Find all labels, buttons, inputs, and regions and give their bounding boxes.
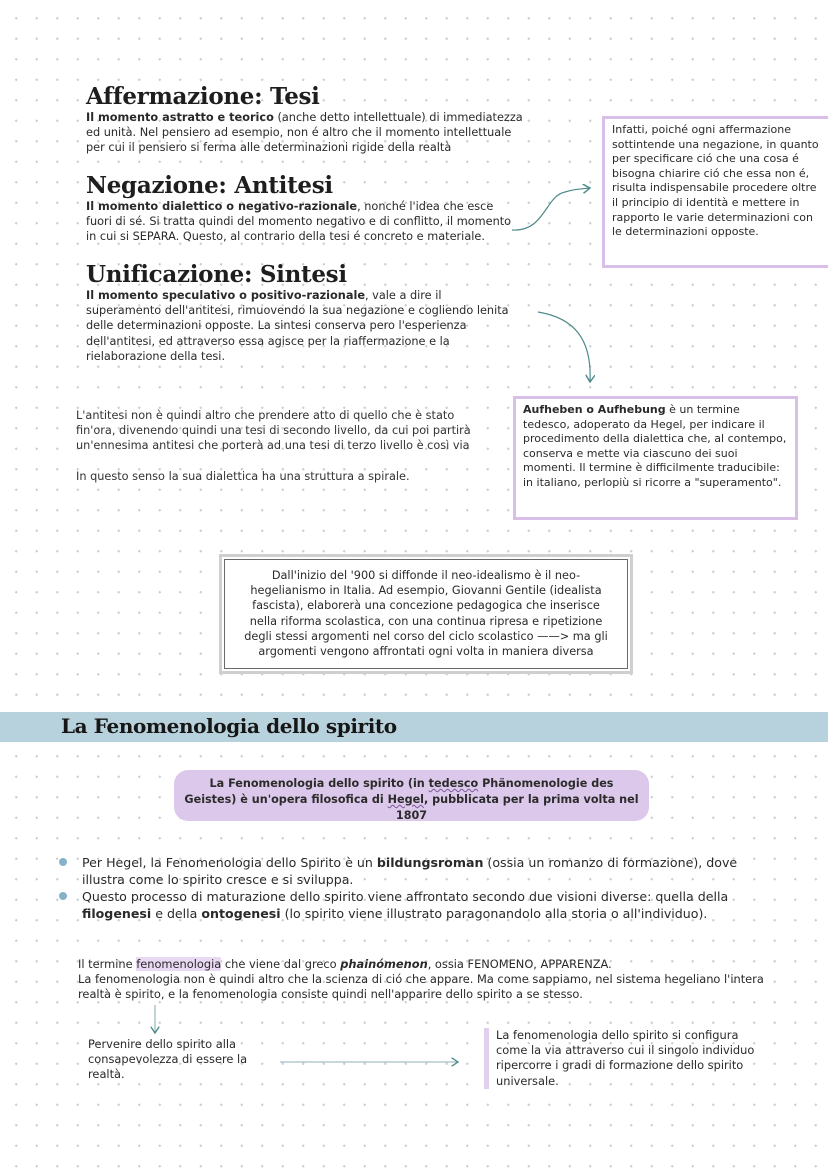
bullet-1-c: (ossia un romanzo di formazione), dove illustra come lo spirito cresce e si sviluppa. <box>82 855 738 887</box>
bullet-dot-icon <box>59 858 67 866</box>
antitesi-heading: Negazione: Antitesi <box>86 172 333 199</box>
spirale-section <box>76 408 486 484</box>
aufheben-box <box>513 396 798 520</box>
fenomenologia-definition <box>78 957 768 1003</box>
pervenire-text: Pervenire dello spirito alla consapevolezza di essere la realtà. <box>88 1037 248 1082</box>
pill-part3: , pubblicata per la prima volta nel 1807 <box>395 793 639 822</box>
antitesi-body: , nonché l'idea che esce fuori di sé. Si tratta quindi del momento negativo e di conflitto, il momento in cui si SEPARA. Questo, al contrario della tesi é concreto e materiale. <box>86 200 512 244</box>
sintesi-heading: Unificazione: Sintesi <box>86 261 347 288</box>
antitesi-bold: Il momento dialettico o negativo-razionale <box>86 200 358 213</box>
bullet-2-b: filogenesi <box>82 906 152 921</box>
neoidealismo-box <box>219 554 633 674</box>
bullet-2-c: e della <box>151 906 202 921</box>
configura-block <box>484 1028 766 1089</box>
intro-pill <box>174 770 649 821</box>
tesi-bold: Il momento astratto e teorico <box>86 111 274 124</box>
neoidealismo-text: Dall'inizio del '900 si diffonde il neo-idealismo è il neo-hegelianismo in Italia. Ad esempio, Giovanni Gentile (idealista fascista), elaborerà una concezione pedagogica che inserisce nella riforma scolastica, con una continua ripresa e ripetizione degli stessi argomenti nel corso del ciclo scolastico ——> ma gli argomenti vengono affrontati ogni volta in maniera diversa <box>224 559 628 669</box>
pill-part1: La Fenomenologia dello spirito (in <box>209 777 429 790</box>
sintesi-body: , vale a dire il superamento dell'antitesi, rimuovendo la sua negazione e cogliendo lenita delle determinazioni opposte. La sintesi conserva pero l'esperienza dell'antitesi, ed attraverso essa agisce per la riaffermazione e la rielaborazione della tesi. <box>86 289 509 363</box>
pervenire-block <box>88 1037 268 1083</box>
arrow-to-note <box>512 188 590 230</box>
fen-highlight: fenomenologia <box>136 957 222 971</box>
spirale-p2: In questo senso la sua dialettica ha una struttura a spirale. <box>76 469 410 483</box>
spirale-p1: L'antitesi non è quindi altro che prendere atto di quello che è stato fin'ora, divenendo quindi una tesi di secondo livello, da cui poi partirà un'ennesima antitesi che porterà ad una tesi di terzo livello è così via <box>76 409 471 453</box>
fen-c: , ossia FENOMENO, APPARENZA. <box>427 957 612 971</box>
bullet-dot-icon <box>59 892 67 900</box>
section-title: La Fenomenologia dello spirito <box>61 714 397 738</box>
bullet-1-b: bildungsroman <box>376 855 484 870</box>
bullet-2-d: ontogenesi <box>201 906 281 921</box>
fen-b: che viene dal greco <box>221 957 341 971</box>
sintesi-bold: Il momento speculativo o positivo-razionale <box>86 289 365 302</box>
bullet-2-a: Questo processo di maturazione dello spirito viene affrontato secondo due visioni diverse: quella della <box>82 889 729 904</box>
arrow-to-aufheben <box>538 312 590 382</box>
fenomenologia-line2: La fenomenologia non è quindi altro che la scienza di ció che appare. Ma come sappiamo, nel sistema hegeliano l'intera realtà è spirito, e la fenomenologia consiste quindi nell'apparire dello spirito a se stesso. <box>78 972 764 1002</box>
pill-part2: Phänomenologie des Geistes) è un'opera filosofica di <box>184 777 614 806</box>
aufheben-text: è un termine tedesco, adoperato da Hegel, per indicare il procedimento della dialettica che, al contempo, conserva e mette via ciascuno dei suoi momenti. Il termine è difficilmente traducibile: in italiano, perlopiù si ricorre a "superamento". <box>523 403 787 489</box>
pill-hegel: Hegel <box>387 793 425 806</box>
fen-greek: phainómenon <box>340 957 428 971</box>
note-affermazione-text: Infatti, poiché ogni affermazione sottintende una negazione, in quanto per specificare ció che una cosa é bisogna chiarire ció che essa non é, risulta indispensabile procedere oltre il principio di identità e mettere in rapporto le varie determinazioni con le determinazioni opposte. <box>612 123 819 239</box>
bullet-1-a: Per Hegel, la Fenomenologia dello Spirito è un <box>82 855 377 870</box>
aufheben-bold: Aufheben o Aufhebung <box>523 403 666 416</box>
bullet-item <box>56 888 746 922</box>
pill-tedesco: tedesco <box>428 777 479 790</box>
tesi-body: (anche detto intellettuale) di immediatezza ed unità. Nel pensiero ad esempio, non é altro che il momento intellettuale per cui il pensiero si ferma alle determinazioni rigide della realtà <box>86 111 523 155</box>
tesi-heading: Affermazione: Tesi <box>86 83 320 110</box>
configura-text: La fenomenologia dello spirito si configura come la via attraverso cui il singolo individuo ripercorre i gradi di formazione dello spirito universale. <box>496 1028 755 1088</box>
fen-a: Il termine <box>78 957 137 971</box>
bullet-2-e: (lo spirito viene illustrato paragonandolo alla storia o all'individuo). <box>280 906 708 921</box>
fenomenologia-line1 <box>78 957 768 972</box>
arrows-layer <box>0 0 828 400</box>
bullet-list <box>56 854 746 922</box>
bullet-item <box>56 854 746 888</box>
